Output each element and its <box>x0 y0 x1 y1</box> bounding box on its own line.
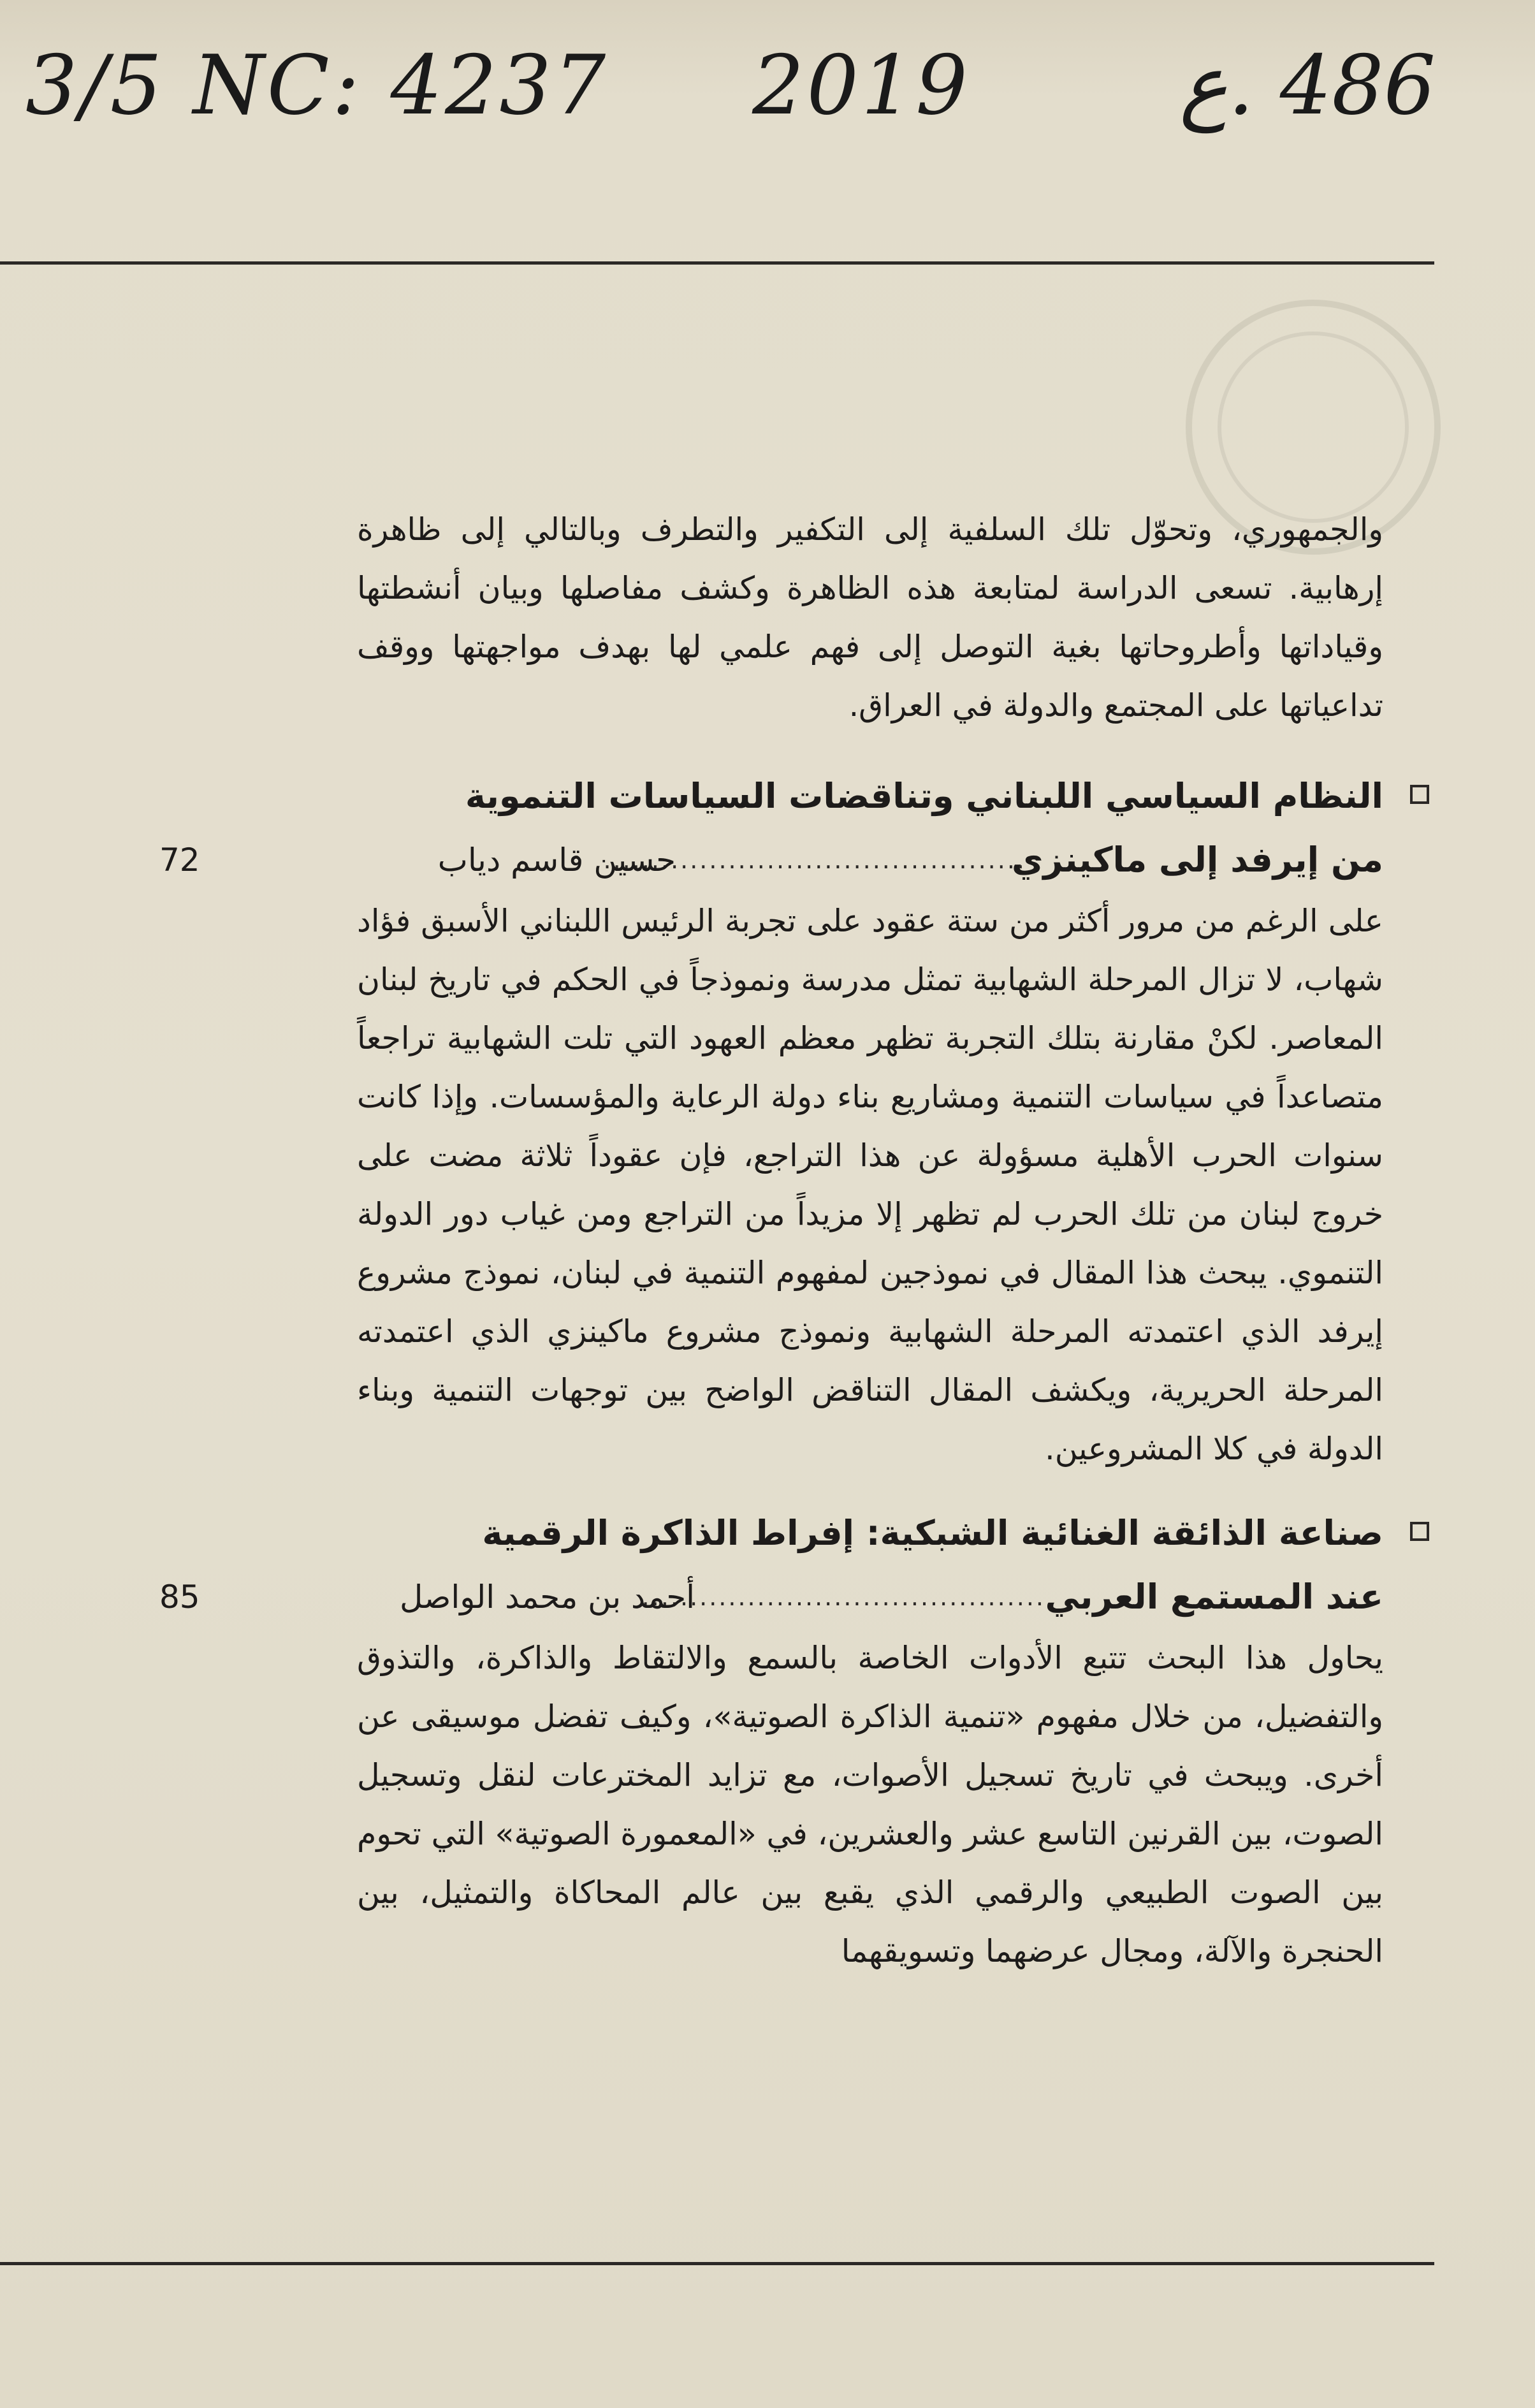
checkbox-bullet-icon <box>1410 785 1429 804</box>
entry-title: النظام السياسي اللبناني وتناقضات السياسات التنموية <box>357 764 1383 828</box>
toc-entry <box>159 1501 1383 1981</box>
checkbox-bullet-icon <box>1410 1522 1429 1541</box>
entry-byline <box>159 1565 1383 1629</box>
leader-dots: .......................................... <box>641 1583 1045 1611</box>
handwritten-catalog-code: 3/5 NC: 4237 <box>25 38 609 133</box>
entry-title: صناعة الذائقة الغنائية الشبكية: إفراط الذاكرة الرقمية <box>357 1501 1383 1565</box>
contents-column <box>159 500 1383 1981</box>
leader-dots: ............................................ <box>603 846 1026 874</box>
entry-author: أحمد بن محمد الواصل <box>400 1579 695 1616</box>
entry-page-number: 72 <box>159 842 200 879</box>
entry-subtitle: عند المستمع العربي <box>1045 1577 1383 1617</box>
entry-page-number: 85 <box>159 1579 200 1616</box>
entry-byline <box>159 828 1383 892</box>
entry-abstract: يحاول هذا البحث تتبع الأدوات الخاصة بالسمع والالتقاط والذاكرة، والتذوق والتفضيل، من خلال مفهوم «تنمية الذاكرة الصوتية»، وكيف تفضل موسيقى عن أخرى. ويبحث في تاريخ تسجيل الأصوات، مع تزايد المخترعات لنقل وتسجيل الصوت، بين القرنين التاسع عشر والعشرين، في «المعمورة الصوتية» التي تحوم بين الصوت الطبيعي والرقمي الذي يقبع بين عالم المحاكاة والتمثيل، بين الحنجرة والآلة، ومجال عرضهما وتسويقهما <box>357 1640 1383 1969</box>
top-rule <box>0 261 1434 265</box>
handwritten-reference: 486 .ع <box>1179 38 1436 133</box>
entry-abstract: على الرغم من مرور أكثر من ستة عقود على تجربة الرئيس اللبناني الأسبق فؤاد شهاب، لا تزال المرحلة الشهابية تمثل مدرسة ونموذجاً في الحكم في تاريخ لبنان المعاصر. لكنْ مقارنة بتلك التجربة تظهر معظم العهود التي تلت الشهابية تراجعاً متصاعداً في سياسات التنمية ومشاريع بناء دولة الرعاية والمؤسسات. وإذا كانت سنوات الحرب الأهلية مسؤولة عن هذا التراجع، فإن عقوداً ثلاثة مضت على خروج لبنان من تلك الحرب لم تظهر إلا مزيداً من التراجع ومن غياب دور الدولة التنموي. يبحث هذا المقال في نموذجين لمفهوم التنمية في لبنان، نموذج مشروع إيرفد الذي اعتمدته المرحلة الشهابية ونموذج مشروع ماكينزي الذي اعتمدته المرحلة الحريرية، ويكشف المقال التناقض الواضح بين توجهات التنمية وبناء الدولة في كلا المشروعين. <box>357 903 1383 1467</box>
entry-author: حسين قاسم دياب <box>437 842 676 879</box>
entry-subtitle: من إيرفد إلى ماكينزي <box>1011 840 1383 880</box>
bottom-rule <box>0 2262 1434 2265</box>
handwritten-year: 2019 <box>752 38 970 133</box>
toc-entry <box>159 764 1383 1478</box>
intro-paragraph: والجمهوري، وتحوّل تلك السلفية إلى التكفير والتطرف وبالتالي إلى ظاهرة إرهابية. تسعى الدراسة لمتابعة هذه الظاهرة وكشف مفاصلها وبيان أنشطتها وقياداتها وأطروحاتها بغية التوصل إلى فهم علمي لها بهدف مواجهتها ووقف تداعياتها على المجتمع والدولة في العراق. <box>357 511 1383 724</box>
